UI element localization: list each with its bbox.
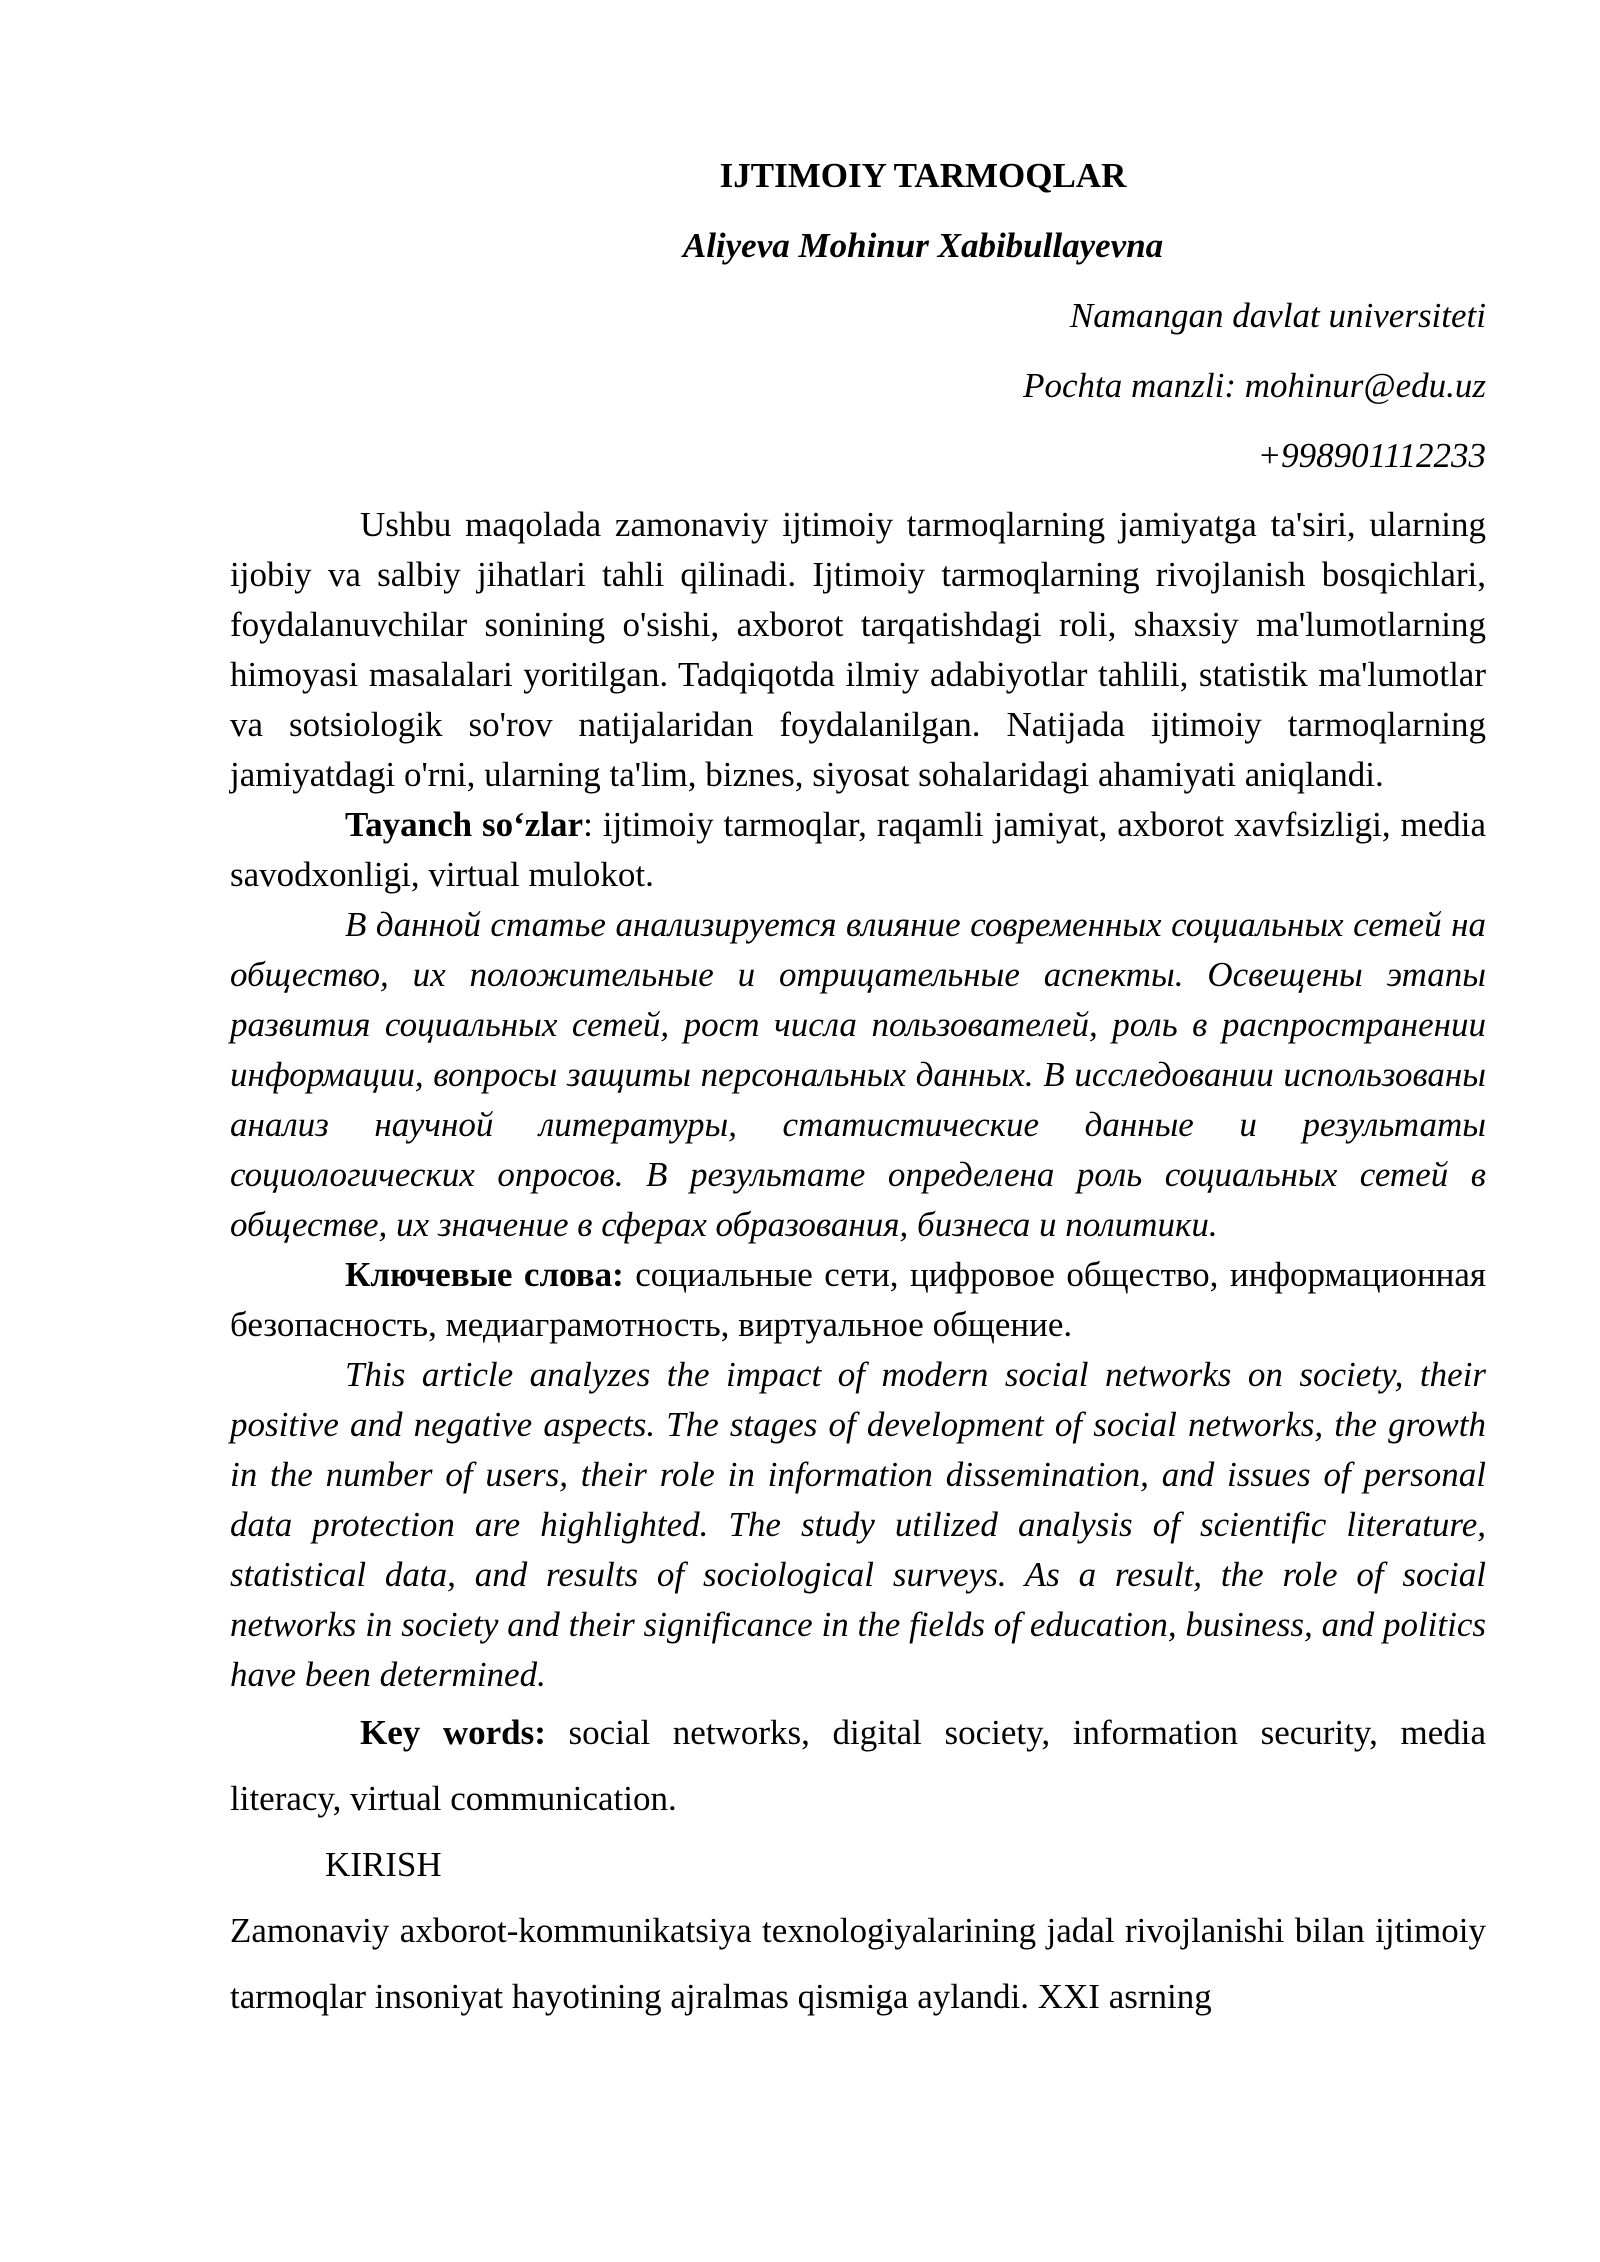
paper-title: IJTIMOIY TARMOQLAR — [719, 156, 1127, 195]
abstract-ru: В данной статье анализируется влияние современных социальных сетей на общество, их положительные и отрицательные аспекты. Освещены этапы развития социальных сетей, рост числа пользователей, роль в распространении информации, вопросы защиты персональных данных. В исследовании использованы анализ научной литературы, статистические данные и результаты социологических опросов. В результате определена роль социальных сетей в обществе, их значение в сферах образования, бизнеса и политики. — [230, 905, 1486, 1244]
paper-page — [230, 150, 1486, 2030]
author-name: Aliyeva Mohinur Xabibullayevna — [682, 226, 1164, 265]
keywords-en-text: social networks, digital society, information security, media literacy, virtual communication. — [230, 1713, 1487, 1818]
keywords-uz — [230, 800, 1486, 900]
abstract-en: This article analyzes the impact of modern social networks on society, their positive and negative aspects. The stages of development of social networks, the growth in the number of users, their role in information dissemination, and issues of personal data protection are highlighted. The study utilized analysis of scientific literature, statistical data, and results of sociological surveys. As a result, the role of social networks in society and their significance in the fields of education, business, and politics have been determined. — [230, 1355, 1486, 1694]
phone-number: +998901112233 — [1257, 436, 1486, 475]
keywords-ru-label: Ключевые слова: — [345, 1255, 624, 1294]
abstract-uz: Ushbu maqolada zamonaviy ijtimoiy tarmoqlarning jamiyatga ta'siri, ularning ijobiy va salbiy jihatlari tahli qilinadi. Ijtimoiy tarmoqlarning rivojlanish bosqichlari, foydalanuvchilar sonining o'sishi, axborot tarqatishdagi roli, shaxsiy ma'lumotlarning himoyasi masalalari yoritilgan. Tadqiqotda ilmiy adabiyotlar tahlili, statistik ma'lumotlar va sotsiologik so'rov natijalaridan foydalanilgan. Natijada ijtimoiy tarmoqlarning jamiyatdagi o'rni, ularning ta'lim, biznes, siyosat sohalaridagi ahamiyati aniqlandi. — [230, 505, 1486, 794]
introduction-text: Zamonaviy axborot-kommunikatsiya texnologiyalarining jadal rivojlanishi bilan ijtimoiy tarmoqlar insoniyat hayotining ajralmas qismiga aylandi. XXI asrning — [230, 1911, 1486, 2016]
section-heading-introduction: KIRISH — [325, 1845, 442, 1884]
keywords-en-label: Key words: — [360, 1713, 546, 1752]
email-line: Pochta manzli: mohinur@edu.uz — [1023, 366, 1486, 405]
keywords-ru-text: социальные сети, цифровое общество, информационная безопасность, медиаграмотность, виртуальное общение. — [230, 1255, 1486, 1344]
keywords-en — [230, 1700, 1486, 1832]
keywords-uz-label: Tayanch so‘zlar — [345, 805, 584, 844]
keywords-ru — [230, 1250, 1486, 1350]
affiliation: Namangan davlat universiteti — [1069, 296, 1486, 335]
keywords-uz-text: : ijtimoiy tarmoqlar, raqamli jamiyat, axborot xavfsizligi, media savodxonligi, virtual mulokot. — [230, 805, 1486, 894]
